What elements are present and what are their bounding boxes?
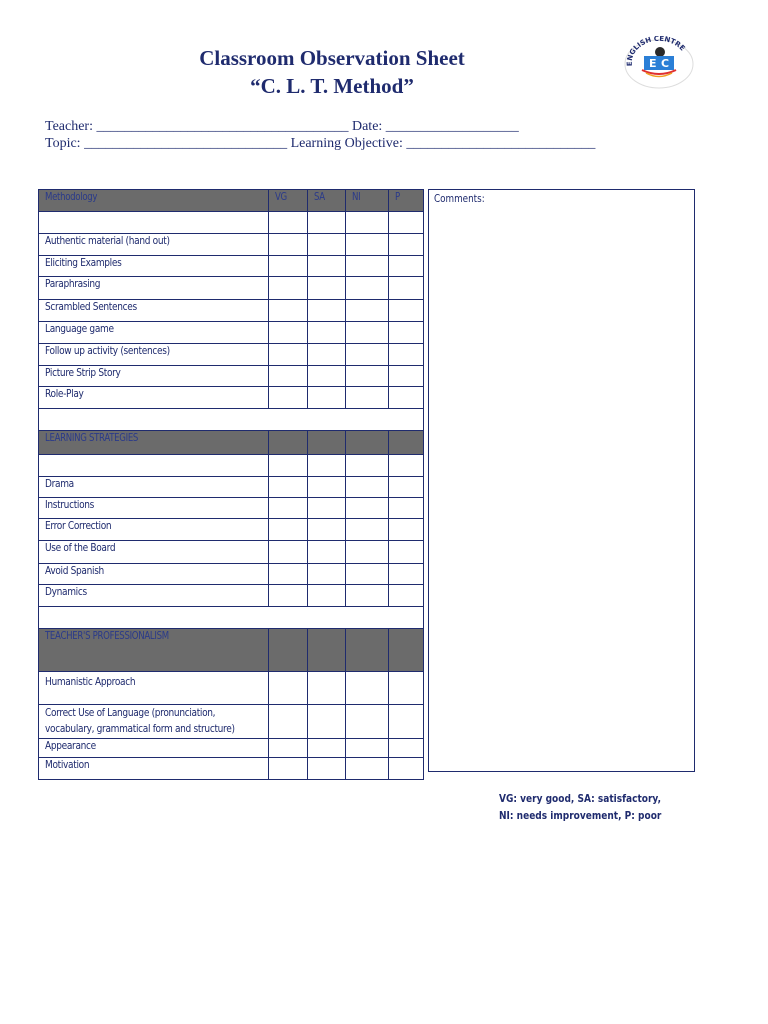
row-label: Avoid Spanish — [45, 564, 104, 577]
row-label: Role-Play — [45, 387, 84, 400]
english-centre-logo — [622, 36, 696, 90]
rating-cell[interactable] — [269, 322, 308, 344]
rating-cell[interactable] — [269, 277, 308, 300]
comments-box[interactable] — [428, 189, 695, 772]
rating-cell[interactable] — [269, 519, 308, 541]
rating-cell[interactable] — [346, 585, 389, 607]
table-row — [39, 541, 424, 564]
column-header-methodology: Methodology — [39, 190, 269, 212]
rating-cell[interactable] — [308, 564, 346, 585]
rating-cell[interactable] — [308, 498, 346, 519]
rating-cell[interactable] — [308, 739, 346, 758]
rating-cell[interactable] — [308, 256, 346, 277]
rating-cell[interactable] — [269, 387, 308, 409]
table-row — [39, 344, 424, 366]
table-row — [39, 739, 424, 758]
rating-cell[interactable] — [389, 519, 424, 541]
row-label: Language game — [45, 322, 114, 335]
rating-cell[interactable] — [389, 387, 424, 409]
table-row — [39, 585, 424, 607]
rating-cell[interactable] — [269, 498, 308, 519]
table-row — [39, 519, 424, 541]
rating-cell[interactable] — [346, 519, 389, 541]
row-label: Motivation — [45, 758, 90, 771]
row-label: Eliciting Examples — [45, 256, 122, 269]
rating-cell[interactable] — [269, 672, 308, 705]
observation-table — [38, 189, 424, 780]
rating-cell[interactable] — [346, 234, 389, 256]
rating-cell[interactable] — [389, 564, 424, 585]
rating-cell[interactable] — [389, 277, 424, 300]
rating-cell[interactable] — [269, 585, 308, 607]
table-row — [39, 498, 424, 519]
table-row — [39, 366, 424, 387]
column-header-ni: NI — [346, 190, 389, 212]
topic-objective-line[interactable]: Topic: _____________________________ Learning Objective: ___________________________ — [45, 136, 596, 151]
rating-cell[interactable] — [308, 585, 346, 607]
spacer-row — [39, 607, 424, 629]
rating-cell[interactable] — [269, 234, 308, 256]
section-header-learning-strategies: LEARNING STRATEGIES — [39, 431, 424, 455]
rating-cell[interactable] — [269, 344, 308, 366]
section-header-teachers-professionalism: TEACHER'S PROFESSIONALISM — [39, 629, 424, 672]
rating-cell[interactable] — [346, 277, 389, 300]
page-subtitle: “C. L. T. Method” — [250, 74, 414, 98]
row-label: Correct Use of Language (pronunciation, vocabulary, grammatical form and structure) — [45, 706, 235, 735]
row-label: Error Correction — [45, 519, 112, 532]
row-label: Authentic material (hand out) — [45, 234, 170, 247]
row-label: Picture Strip Story — [45, 366, 121, 379]
table-row — [39, 564, 424, 585]
rating-cell[interactable] — [346, 477, 389, 498]
rating-cell[interactable] — [308, 300, 346, 322]
rating-cell[interactable] — [269, 477, 308, 498]
rating-cell[interactable] — [389, 477, 424, 498]
column-header-p: P — [389, 190, 424, 212]
table-row — [39, 672, 424, 705]
row-label: Instructions — [45, 498, 95, 511]
table-row — [39, 300, 424, 322]
rating-cell[interactable] — [269, 705, 308, 739]
teacher-date-line[interactable]: Teacher: ____________________________________ Date: ___________________ — [45, 119, 519, 134]
rating-cell[interactable] — [308, 277, 346, 300]
rating-cell[interactable] — [346, 672, 389, 705]
rating-cell[interactable] — [269, 256, 308, 277]
row-label: Use of the Board — [45, 541, 116, 554]
column-header-sa: SA — [308, 190, 346, 212]
rating-cell[interactable] — [308, 234, 346, 256]
table-row — [39, 758, 424, 780]
rating-cell[interactable] — [346, 564, 389, 585]
rating-cell[interactable] — [269, 541, 308, 564]
rating-cell[interactable] — [308, 705, 346, 739]
rating-cell[interactable] — [346, 344, 389, 366]
row-label: Follow up activity (sentences) — [45, 344, 170, 357]
rating-cell[interactable] — [389, 256, 424, 277]
rating-cell[interactable] — [269, 300, 308, 322]
rating-cell[interactable] — [346, 322, 389, 344]
rating-cell[interactable] — [269, 739, 308, 758]
row-label: Drama — [45, 477, 74, 490]
rating-cell[interactable] — [346, 739, 389, 758]
table-row — [39, 234, 424, 256]
legend-line-2: NI: needs improvement, P: poor — [499, 809, 662, 822]
table-row — [39, 455, 424, 477]
table-row — [39, 477, 424, 498]
rating-cell[interactable] — [269, 564, 308, 585]
table-row — [39, 277, 424, 300]
page-title: Classroom Observation Sheet — [199, 46, 465, 70]
table-row — [39, 705, 424, 739]
rating-cell[interactable] — [346, 705, 389, 739]
svg-text:C: C — [661, 57, 670, 70]
rating-cell[interactable] — [308, 519, 346, 541]
spacer-row — [39, 409, 424, 431]
rating-cell[interactable] — [389, 344, 424, 366]
rating-cell[interactable] — [308, 541, 346, 564]
legend-line-1: VG: very good, SA: satisfactory, — [499, 792, 662, 805]
rating-cell[interactable] — [346, 498, 389, 519]
column-header-vg: VG — [269, 190, 308, 212]
row-label: Humanistic Approach — [45, 675, 136, 688]
rating-cell[interactable] — [346, 366, 389, 387]
table-row — [39, 387, 424, 409]
rating-cell[interactable] — [389, 234, 424, 256]
table-row — [39, 212, 424, 234]
rating-cell[interactable] — [308, 672, 346, 705]
rating-cell[interactable] — [269, 758, 308, 780]
rating-cell[interactable] — [308, 366, 346, 387]
rating-cell[interactable] — [389, 541, 424, 564]
rating-cell[interactable] — [389, 322, 424, 344]
rating-cell[interactable] — [269, 366, 308, 387]
svg-text:E: E — [649, 57, 657, 70]
table-row — [39, 256, 424, 277]
rating-cell[interactable] — [389, 498, 424, 519]
svg-text:ENGLISH CENTRE: ENGLISH CENTRE — [625, 36, 687, 67]
rating-cell[interactable] — [389, 585, 424, 607]
rating-cell[interactable] — [308, 387, 346, 409]
rating-cell[interactable] — [389, 758, 424, 780]
rating-cell[interactable] — [346, 541, 389, 564]
rating-cell[interactable] — [389, 366, 424, 387]
rating-cell[interactable] — [389, 672, 424, 705]
rating-cell[interactable] — [308, 758, 346, 780]
row-label: Appearance — [45, 739, 96, 752]
rating-cell[interactable] — [346, 387, 389, 409]
rating-cell[interactable] — [308, 344, 346, 366]
comments-label: Comments: — [434, 192, 485, 205]
rating-cell[interactable] — [308, 322, 346, 344]
rating-cell[interactable] — [346, 300, 389, 322]
table-header-row — [39, 190, 424, 212]
rating-cell[interactable] — [389, 300, 424, 322]
rating-cell[interactable] — [346, 256, 389, 277]
row-label: Dynamics — [45, 585, 87, 598]
row-label: Scrambled Sentences — [45, 300, 137, 313]
rating-cell[interactable] — [346, 758, 389, 780]
rating-cell[interactable] — [389, 705, 424, 739]
rating-cell[interactable] — [389, 739, 424, 758]
table-row — [39, 322, 424, 344]
row-label: Paraphrasing — [45, 277, 101, 290]
rating-cell[interactable] — [308, 477, 346, 498]
